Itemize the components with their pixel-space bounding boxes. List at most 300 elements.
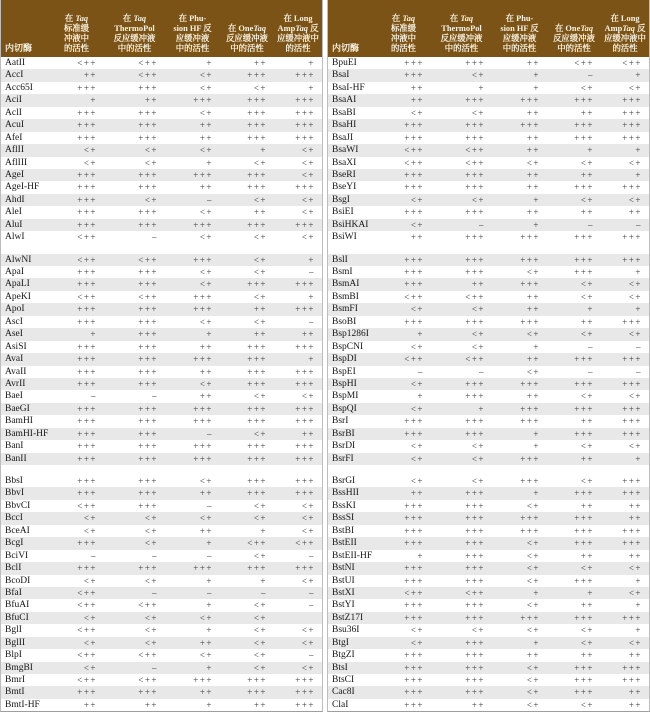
activity-value: +++ bbox=[622, 182, 642, 193]
activity-value: <++ bbox=[77, 254, 97, 265]
activity-value: – bbox=[91, 391, 97, 402]
enzyme-name: AvaII bbox=[5, 366, 27, 377]
activity-value: + bbox=[478, 82, 485, 93]
activity-value: +++ bbox=[520, 120, 540, 131]
column-header-line: 的活性 bbox=[285, 44, 311, 54]
activity-value: +++ bbox=[295, 378, 315, 389]
activity-value: +++ bbox=[247, 107, 267, 118]
enzyme-name: BstNI bbox=[332, 563, 355, 574]
column-header-line: 在 OneTaq bbox=[227, 24, 267, 34]
activity-value: +++ bbox=[404, 254, 424, 265]
activity-value: + bbox=[533, 70, 540, 81]
enzyme-name: BamHI bbox=[5, 416, 33, 427]
activity-value: ++ bbox=[410, 232, 424, 243]
activity-value: ++ bbox=[199, 637, 213, 648]
table-row bbox=[1, 169, 322, 181]
activity-value: <+ bbox=[199, 476, 213, 486]
activity-value: + bbox=[417, 550, 424, 561]
activity-value: – bbox=[152, 391, 158, 402]
activity-value: +++ bbox=[404, 699, 424, 710]
enzyme-table-left bbox=[0, 0, 323, 712]
activity-value: <+ bbox=[471, 625, 485, 636]
activity-value: +++ bbox=[574, 267, 594, 277]
activity-value: <+ bbox=[199, 70, 213, 81]
table-row bbox=[1, 366, 322, 378]
activity-value: +++ bbox=[465, 416, 485, 427]
activity-value: ++ bbox=[144, 699, 158, 710]
activity-value: + bbox=[206, 662, 213, 673]
activity-value: +++ bbox=[622, 662, 642, 673]
activity-value: +++ bbox=[465, 267, 485, 277]
activity-value: +++ bbox=[295, 476, 315, 486]
column-header-line: sion HF 反 bbox=[500, 24, 539, 34]
table-row bbox=[328, 674, 649, 686]
enzyme-name: BseYI bbox=[332, 182, 357, 193]
activity-value: <++ bbox=[77, 232, 97, 243]
table-row bbox=[1, 487, 322, 499]
activity-value: <++ bbox=[404, 145, 424, 156]
enzyme-name: BssHII bbox=[332, 488, 359, 499]
activity-value: <+ bbox=[83, 637, 97, 648]
enzyme-name: BmrI bbox=[5, 675, 26, 685]
activity-value: <+ bbox=[253, 662, 267, 673]
enzyme-name: BsaBI bbox=[332, 107, 356, 118]
table-row bbox=[328, 94, 649, 106]
activity-value: + bbox=[533, 441, 540, 452]
activity-value: +++ bbox=[138, 500, 158, 511]
table-row bbox=[1, 699, 322, 711]
activity-value: +++ bbox=[404, 416, 424, 427]
table-row bbox=[1, 575, 322, 587]
enzyme-name: AscI bbox=[5, 316, 23, 327]
table-row bbox=[328, 403, 649, 415]
activity-value: <+ bbox=[144, 525, 158, 536]
activity-value: <+ bbox=[199, 145, 213, 156]
column-header-onetaq-buffer bbox=[220, 24, 274, 54]
table-row bbox=[328, 107, 649, 119]
enzyme-name: AflII bbox=[5, 145, 24, 156]
activity-value: +++ bbox=[295, 699, 315, 710]
activity-value: – bbox=[207, 194, 213, 205]
activity-value: <+ bbox=[199, 107, 213, 118]
enzyme-name: BclI bbox=[5, 563, 22, 574]
enzyme-name: BciVI bbox=[5, 550, 29, 561]
activity-value: <+ bbox=[628, 194, 642, 205]
column-header-line: 的活性 bbox=[390, 44, 417, 54]
activity-value: +++ bbox=[465, 563, 485, 574]
activity-value: +++ bbox=[520, 612, 540, 623]
enzyme-name: BccI bbox=[5, 513, 23, 524]
activity-value: +++ bbox=[295, 687, 315, 698]
activity-value: <+ bbox=[410, 637, 424, 648]
activity-value: +++ bbox=[520, 416, 540, 427]
table-row bbox=[1, 662, 322, 674]
enzyme-name: BbvCI bbox=[5, 500, 31, 511]
enzyme-name: BstXI bbox=[332, 587, 355, 598]
column-header-line: 应缓冲液中 bbox=[277, 34, 319, 44]
activity-value: +++ bbox=[404, 428, 424, 439]
group-separator bbox=[328, 465, 649, 475]
table-row bbox=[1, 341, 322, 353]
activity-value: +++ bbox=[520, 95, 540, 106]
activity-value: <+ bbox=[253, 550, 267, 561]
enzyme-name: BsaWI bbox=[332, 145, 359, 156]
activity-value: ++ bbox=[526, 132, 540, 143]
activity-value: +++ bbox=[77, 354, 97, 365]
table-row bbox=[1, 599, 322, 611]
table-row bbox=[328, 254, 649, 266]
activity-value: +++ bbox=[193, 675, 213, 685]
activity-value: +++ bbox=[404, 513, 424, 524]
activity-value: <++ bbox=[465, 354, 485, 365]
activity-value: +++ bbox=[247, 403, 267, 414]
activity-value: +++ bbox=[465, 169, 485, 180]
activity-value: +++ bbox=[622, 378, 642, 389]
activity-value: <+ bbox=[526, 550, 540, 561]
table-row bbox=[328, 291, 649, 303]
activity-value: <+ bbox=[526, 600, 540, 611]
activity-value: <+ bbox=[628, 329, 642, 340]
activity-value: <++ bbox=[465, 587, 485, 598]
activity-value: +++ bbox=[247, 279, 267, 290]
table-row bbox=[328, 82, 649, 94]
activity-value: <+ bbox=[580, 625, 594, 636]
activity-value: +++ bbox=[465, 182, 485, 193]
activity-value: + bbox=[90, 329, 97, 340]
enzyme-name: AatII bbox=[5, 58, 26, 68]
activity-value: ++ bbox=[526, 207, 540, 218]
table-row bbox=[1, 612, 322, 624]
enzyme-name: BsiEI bbox=[332, 207, 354, 218]
table-row bbox=[1, 415, 322, 427]
activity-value: +++ bbox=[138, 428, 158, 439]
activity-value: +++ bbox=[295, 304, 315, 315]
activity-value: ++ bbox=[199, 341, 213, 352]
activity-value: +++ bbox=[247, 341, 267, 352]
activity-value: + bbox=[533, 428, 540, 439]
activity-value: +++ bbox=[77, 132, 97, 143]
table-row bbox=[1, 624, 322, 636]
activity-value: <+ bbox=[410, 341, 424, 352]
activity-value: – bbox=[588, 366, 594, 377]
table-row bbox=[328, 612, 649, 624]
activity-value: <+ bbox=[253, 600, 267, 611]
table-row bbox=[328, 69, 649, 81]
activity-value: +++ bbox=[77, 563, 97, 574]
activity-value: ++ bbox=[526, 354, 540, 365]
enzyme-name: BsmBI bbox=[332, 291, 359, 302]
activity-value: + bbox=[587, 587, 594, 598]
activity-value: <+ bbox=[471, 341, 485, 352]
activity-value: <+ bbox=[301, 662, 315, 673]
activity-value: <+ bbox=[526, 329, 540, 340]
activity-value: <+ bbox=[253, 291, 267, 302]
activity-value: ++ bbox=[580, 107, 594, 118]
table-row bbox=[328, 206, 649, 218]
table-row bbox=[328, 428, 649, 440]
activity-value: +++ bbox=[138, 563, 158, 574]
activity-value: +++ bbox=[622, 525, 642, 536]
activity-value: <+ bbox=[628, 82, 642, 93]
enzyme-name: BspCNI bbox=[332, 341, 364, 352]
enzyme-name: AclI bbox=[5, 107, 22, 118]
column-header-line: 在 Taq bbox=[122, 14, 147, 24]
table-row bbox=[328, 157, 649, 169]
activity-value: +++ bbox=[404, 563, 424, 574]
activity-value: <+ bbox=[253, 612, 267, 623]
activity-value: <++ bbox=[404, 291, 424, 302]
column-header-line: ThermoPol bbox=[114, 24, 155, 34]
enzyme-name: BslI bbox=[332, 254, 348, 265]
enzyme-name: AcuI bbox=[5, 120, 24, 131]
activity-value: <+ bbox=[526, 267, 540, 277]
activity-value: +++ bbox=[520, 403, 540, 414]
activity-value: +++ bbox=[520, 232, 540, 243]
table-row bbox=[1, 649, 322, 661]
activity-value: <+ bbox=[144, 194, 158, 205]
activity-value: <++ bbox=[574, 58, 594, 68]
activity-value: +++ bbox=[193, 563, 213, 574]
activity-value: ++ bbox=[526, 107, 540, 118]
activity-value: <+ bbox=[526, 699, 540, 710]
group-separator bbox=[328, 244, 649, 254]
activity-value: +++ bbox=[574, 675, 594, 685]
activity-value: – bbox=[418, 366, 424, 377]
activity-value: +++ bbox=[465, 95, 485, 106]
enzyme-name: AciI bbox=[5, 95, 22, 106]
activity-value: + bbox=[635, 169, 642, 180]
enzyme-table-right bbox=[327, 0, 650, 712]
activity-value: ++ bbox=[410, 82, 424, 93]
activity-value: <++ bbox=[404, 587, 424, 598]
column-header-line: sion HF 反 bbox=[173, 24, 212, 34]
activity-value: + bbox=[206, 600, 213, 611]
activity-value: <+ bbox=[253, 194, 267, 205]
activity-value: ++ bbox=[628, 500, 642, 511]
table-row bbox=[328, 415, 649, 427]
activity-value: +++ bbox=[247, 563, 267, 574]
activity-value: <++ bbox=[138, 675, 158, 685]
activity-value: + bbox=[308, 354, 315, 365]
activity-value: <+ bbox=[628, 441, 642, 452]
activity-value: <+ bbox=[83, 525, 97, 536]
activity-value: <++ bbox=[138, 58, 158, 68]
activity-value: +++ bbox=[247, 219, 267, 230]
activity-value: ++ bbox=[83, 70, 97, 81]
activity-value: ++ bbox=[580, 650, 594, 661]
activity-value: <+ bbox=[144, 513, 158, 524]
activity-value: <++ bbox=[77, 600, 97, 611]
column-header-line: 冲液中 bbox=[63, 34, 90, 44]
activity-value: <++ bbox=[138, 650, 158, 661]
enzyme-name: BfaI bbox=[5, 587, 22, 598]
activity-value: +++ bbox=[574, 132, 594, 143]
column-header-line: 中的活性 bbox=[117, 44, 152, 54]
enzyme-name: AlwI bbox=[5, 232, 25, 243]
activity-value: + bbox=[308, 291, 315, 302]
activity-value: +++ bbox=[77, 120, 97, 131]
activity-value: +++ bbox=[574, 95, 594, 106]
table-row bbox=[1, 428, 322, 440]
activity-value: <+ bbox=[410, 107, 424, 118]
activity-value: +++ bbox=[77, 687, 97, 698]
table-row bbox=[1, 181, 322, 193]
table-row bbox=[328, 575, 649, 587]
activity-value: +++ bbox=[574, 687, 594, 698]
activity-value: +++ bbox=[404, 575, 424, 586]
activity-value: + bbox=[308, 82, 315, 93]
table-row bbox=[328, 637, 649, 649]
activity-value: +++ bbox=[465, 232, 485, 243]
enzyme-name: BssKI bbox=[332, 500, 356, 511]
activity-value: +++ bbox=[622, 232, 642, 243]
activity-value: +++ bbox=[574, 403, 594, 414]
column-header-phusion-hf-buffer bbox=[165, 14, 220, 54]
activity-value: ++ bbox=[580, 169, 594, 180]
activity-value: – bbox=[91, 550, 97, 561]
activity-value: <+ bbox=[526, 157, 540, 168]
enzyme-name: AgeI bbox=[5, 169, 24, 180]
activity-value: +++ bbox=[404, 525, 424, 536]
activity-value: ++ bbox=[199, 687, 213, 698]
enzyme-name: BfuCI bbox=[5, 612, 29, 623]
activity-value: <+ bbox=[301, 513, 315, 524]
activity-value: +++ bbox=[622, 476, 642, 486]
activity-value: +++ bbox=[574, 513, 594, 524]
activity-value: ++ bbox=[628, 550, 642, 561]
enzyme-name: BsiWI bbox=[332, 232, 357, 243]
activity-value: <+ bbox=[628, 587, 642, 598]
activity-value: ++ bbox=[628, 699, 642, 710]
column-header-line: 在 OneTaq bbox=[554, 24, 594, 34]
activity-value: <+ bbox=[253, 391, 267, 402]
table-row bbox=[328, 266, 649, 278]
activity-value: <+ bbox=[471, 304, 485, 315]
activity-value: +++ bbox=[465, 500, 485, 511]
activity-value: +++ bbox=[295, 366, 315, 377]
activity-value: +++ bbox=[574, 612, 594, 623]
column-header-line: 在 Phu- bbox=[505, 14, 534, 24]
activity-value: +++ bbox=[138, 169, 158, 180]
activity-value: +++ bbox=[193, 304, 213, 315]
column-header-line: 在 Taq bbox=[449, 14, 474, 24]
activity-value: <+ bbox=[628, 563, 642, 574]
enzyme-name: AseI bbox=[5, 329, 23, 340]
activity-value: ++ bbox=[471, 699, 485, 710]
activity-value: +++ bbox=[465, 316, 485, 327]
activity-value: – bbox=[261, 587, 267, 598]
enzyme-name: BstEII bbox=[332, 538, 357, 549]
activity-value: +++ bbox=[295, 488, 315, 499]
activity-value: <+ bbox=[628, 279, 642, 290]
table-row bbox=[328, 587, 649, 599]
table-row bbox=[328, 231, 649, 243]
column-header-line: 在 Long bbox=[610, 14, 640, 24]
activity-value: <+ bbox=[301, 575, 315, 586]
table-row bbox=[328, 341, 649, 353]
activity-value: <+ bbox=[253, 428, 267, 439]
activity-value: <++ bbox=[77, 587, 97, 598]
activity-value: +++ bbox=[622, 675, 642, 685]
column-header-line: 在 Long bbox=[283, 14, 313, 24]
table-row bbox=[1, 194, 322, 206]
activity-value: +++ bbox=[622, 95, 642, 106]
activity-value: +++ bbox=[295, 416, 315, 427]
activity-value: <++ bbox=[465, 145, 485, 156]
activity-value: + bbox=[206, 699, 213, 710]
activity-value: +++ bbox=[138, 132, 158, 143]
activity-value: +++ bbox=[77, 378, 97, 389]
activity-value: +++ bbox=[138, 366, 158, 377]
table-row bbox=[1, 107, 322, 119]
activity-value: +++ bbox=[465, 637, 485, 648]
activity-value: +++ bbox=[404, 169, 424, 180]
activity-value: +++ bbox=[77, 366, 97, 377]
enzyme-name: BsmFI bbox=[332, 304, 358, 315]
activity-value: + bbox=[260, 575, 267, 586]
enzyme-name: AfeI bbox=[5, 132, 23, 143]
table-row bbox=[1, 500, 322, 512]
activity-value: ++ bbox=[410, 95, 424, 106]
activity-value: <+ bbox=[628, 637, 642, 648]
activity-value: ++ bbox=[410, 488, 424, 499]
activity-value: +++ bbox=[193, 95, 213, 106]
activity-value: +++ bbox=[138, 687, 158, 698]
table-row bbox=[1, 278, 322, 290]
activity-value: ++ bbox=[526, 58, 540, 68]
activity-value: <++ bbox=[138, 291, 158, 302]
table-row bbox=[328, 119, 649, 131]
activity-value: <+ bbox=[253, 500, 267, 511]
activity-value: – bbox=[636, 366, 642, 377]
table-row bbox=[328, 194, 649, 206]
enzyme-name: AflIII bbox=[5, 157, 28, 168]
enzyme-name: AvrII bbox=[5, 378, 26, 389]
activity-value: +++ bbox=[247, 366, 267, 377]
activity-value: <+ bbox=[471, 453, 485, 464]
activity-value: + bbox=[635, 453, 642, 464]
activity-value: + bbox=[587, 145, 594, 156]
activity-value: + bbox=[533, 488, 540, 499]
activity-value: <+ bbox=[580, 82, 594, 93]
activity-value: +++ bbox=[295, 453, 315, 464]
activity-value: +++ bbox=[247, 95, 267, 106]
column-header-taq-standard-buffer bbox=[49, 14, 104, 54]
table-row bbox=[328, 649, 649, 661]
activity-value: <+ bbox=[628, 291, 642, 302]
activity-value: +++ bbox=[574, 525, 594, 536]
activity-value: +++ bbox=[295, 279, 315, 290]
activity-value: +++ bbox=[138, 329, 158, 340]
activity-value: ++ bbox=[301, 329, 315, 340]
table-row bbox=[328, 440, 649, 452]
enzyme-name: BmgBI bbox=[5, 662, 33, 673]
enzyme-name: BsrGI bbox=[332, 476, 356, 486]
activity-value: +++ bbox=[520, 279, 540, 290]
activity-value: ++ bbox=[83, 699, 97, 710]
table-row bbox=[328, 144, 649, 156]
enzyme-name: BsrFI bbox=[332, 453, 354, 464]
enzyme-name: AvaI bbox=[5, 354, 24, 365]
activity-value: +++ bbox=[77, 279, 97, 290]
activity-value: <++ bbox=[465, 157, 485, 168]
activity-value: <+ bbox=[253, 254, 267, 265]
activity-value: <+ bbox=[580, 476, 594, 486]
table-row bbox=[1, 57, 322, 69]
activity-value: <+ bbox=[526, 687, 540, 698]
activity-value: + bbox=[308, 58, 315, 68]
column-header-longamp-taq-buffer bbox=[601, 14, 649, 54]
